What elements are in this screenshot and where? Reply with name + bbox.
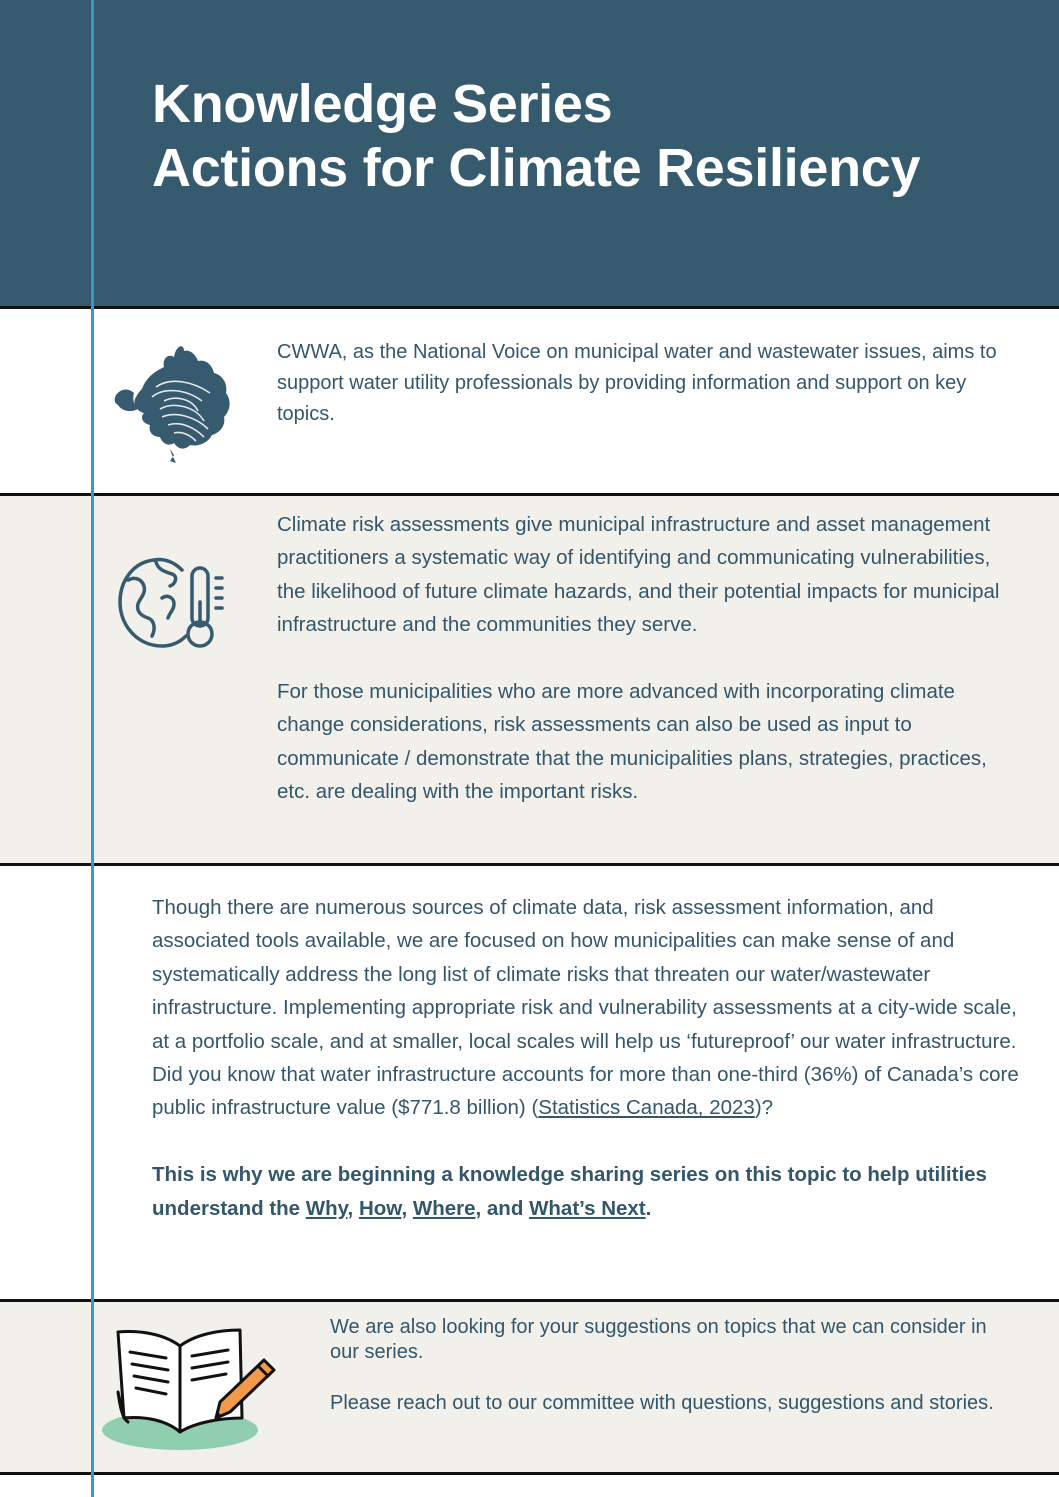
title-line-2: Actions for Climate Resiliency <box>152 138 921 198</box>
callout-separator: , <box>347 1196 359 1220</box>
callout-end: . <box>645 1196 652 1220</box>
intro-text: CWWA, as the National Voice on municipal water and wastewater issues, aims to support water utility professionals by providing information and support on key topics. <box>277 341 997 425</box>
why-link[interactable]: Why <box>305 1196 348 1220</box>
divider <box>0 1472 1059 1475</box>
intro-section <box>0 309 1059 494</box>
whats-next-link[interactable]: What’s Next <box>529 1196 646 1220</box>
risk-paragraph-2: For those municipalities who are more advanced with incorporating climate change considerations, risk assessments can also be used as input to communicate / demonstrate that the municipalities plans, strategies, practices, etc. are dealing with the important risks. <box>277 680 987 804</box>
callout-separator: , <box>401 1196 413 1220</box>
suggestions-paragraph-2: Please reach out to our committee with questions, suggestions and stories. <box>330 1392 994 1414</box>
suggestions-section <box>0 1302 1059 1473</box>
open-book-pencil-icon <box>100 1322 280 1454</box>
divider <box>0 863 1059 866</box>
divider <box>0 1299 1059 1302</box>
page-title <box>152 72 920 200</box>
callout-separator: , and <box>475 1196 530 1220</box>
page-header <box>0 0 1059 307</box>
suggestions-paragraph-1: We are also looking for your suggestions on topics that we can consider in our series. <box>330 1316 987 1363</box>
main-body-section <box>0 866 1059 1300</box>
risk-assessment-text <box>277 508 1017 809</box>
suggestions-text <box>330 1315 1020 1416</box>
left-accent-line <box>91 0 94 1497</box>
title-line-1: Knowledge Series <box>152 74 613 134</box>
risk-assessment-section <box>0 496 1059 864</box>
canada-map-icon <box>112 337 234 463</box>
divider <box>0 493 1059 496</box>
main-body-text <box>152 891 1022 1225</box>
series-callout <box>152 1158 1022 1225</box>
where-link[interactable]: Where <box>412 1196 476 1220</box>
body-paragraph-end: )? <box>754 1096 774 1120</box>
callout-lead: This is why we are beginning a knowledge sharing series on this topic to help utilities understand the <box>152 1163 987 1220</box>
body-paragraph <box>152 891 1022 1125</box>
risk-paragraph-1: Climate risk assessments give municipal infrastructure and asset management practitioners a systematic way of identifying and communicating vulnerabilities, the likelihood of future climate hazards, and their potential impacts for municipal infrastructure and the communities they serve. <box>277 513 1000 637</box>
globe-thermometer-icon <box>116 554 230 658</box>
divider <box>0 306 1059 309</box>
body-paragraph-text: Though there are numerous sources of climate data, risk assessment information, and associated tools available, we are focused on how municipalities can make sense of and systematically address the long list of climate risks that threaten our water/wastewater infrastructure. Implementing appropriate risk and vulnerability assessments at a city-wide scale, at a portfolio scale, and at smaller, local scales will help us ‘futureproof’ our water infrastructure. Did you know that water infrastructure accounts for more than one-third (36%) of Canada’s core public infrastructure value ($771.8 billion) ( <box>152 896 1019 1120</box>
how-link[interactable]: How <box>358 1196 402 1220</box>
statistics-canada-link[interactable]: Statistics Canada, 2023 <box>538 1096 755 1120</box>
